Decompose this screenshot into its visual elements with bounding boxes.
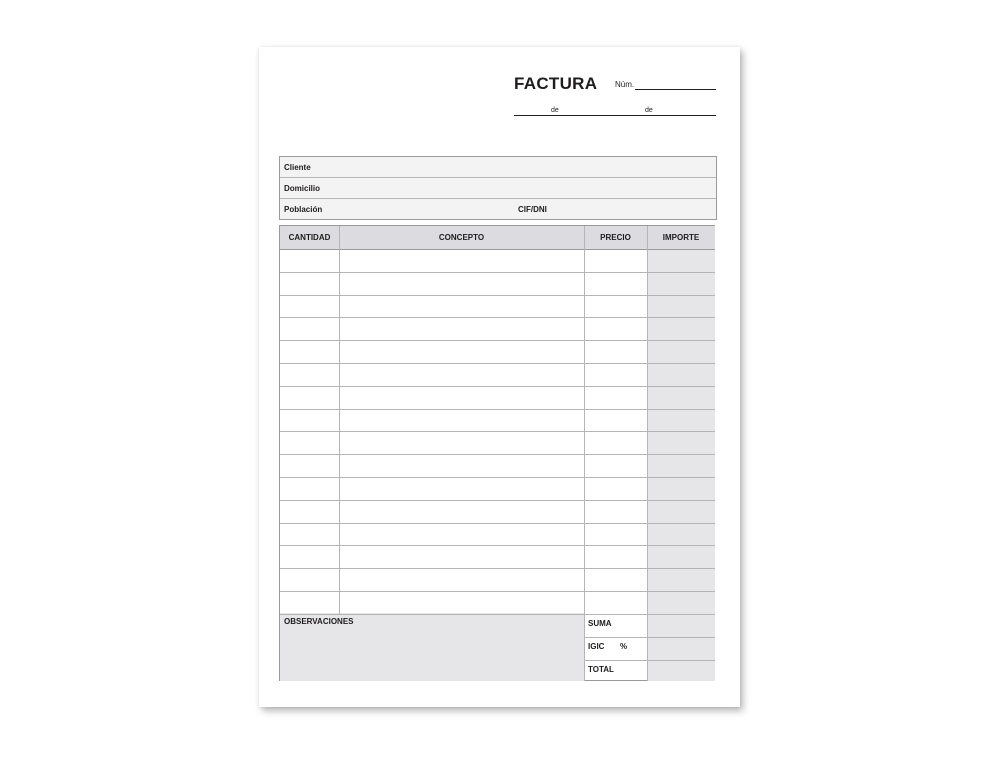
row-divider xyxy=(280,614,715,615)
subtotal-label: SUMA xyxy=(588,619,612,628)
table-row[interactable] xyxy=(280,500,715,523)
row-divider xyxy=(584,637,715,638)
row-divider xyxy=(584,660,715,661)
table-row[interactable] xyxy=(280,249,715,272)
invoice-title: FACTURA xyxy=(514,74,598,93)
table-row[interactable] xyxy=(280,386,715,409)
client-label: Cliente xyxy=(284,163,311,172)
column-header-quantity: CANTIDAD xyxy=(280,226,339,249)
table-row[interactable] xyxy=(280,317,715,340)
table-row[interactable] xyxy=(280,545,715,568)
table-row[interactable] xyxy=(280,454,715,477)
column-header-concept: CONCEPTO xyxy=(339,226,584,249)
items-table xyxy=(279,225,715,681)
table-row[interactable] xyxy=(280,568,715,591)
table-row[interactable] xyxy=(280,272,715,295)
table-row[interactable] xyxy=(280,295,715,318)
date-separator: de xyxy=(645,107,653,114)
town-label: Población xyxy=(284,205,323,214)
client-info-box xyxy=(279,156,717,220)
table-row[interactable] xyxy=(280,591,715,614)
table-row[interactable] xyxy=(280,523,715,546)
address-label: Domicilio xyxy=(284,184,321,193)
invoice-sheet xyxy=(259,47,740,707)
total-label: TOTAL xyxy=(588,665,614,674)
table-row[interactable] xyxy=(280,477,715,500)
tax-label: IGIC xyxy=(588,642,605,651)
address-row[interactable] xyxy=(280,178,716,199)
date-separator: de xyxy=(551,107,559,114)
number-field[interactable] xyxy=(635,89,716,90)
table-row[interactable] xyxy=(280,431,715,454)
client-row[interactable] xyxy=(280,157,716,178)
number-label: Núm. xyxy=(615,80,635,89)
town-row[interactable] xyxy=(280,199,716,219)
table-row[interactable] xyxy=(280,340,715,363)
observations-label: OBSERVACIONES xyxy=(284,617,354,626)
table-row[interactable] xyxy=(280,363,715,386)
column-header-price: PRECIO xyxy=(584,226,647,249)
column-header-amount: IMPORTE xyxy=(647,226,715,249)
tax-percent-label: % xyxy=(620,642,628,651)
date-field[interactable] xyxy=(514,115,716,116)
tax-id-label: CIF/DNI xyxy=(518,205,547,214)
table-row[interactable] xyxy=(280,409,715,432)
